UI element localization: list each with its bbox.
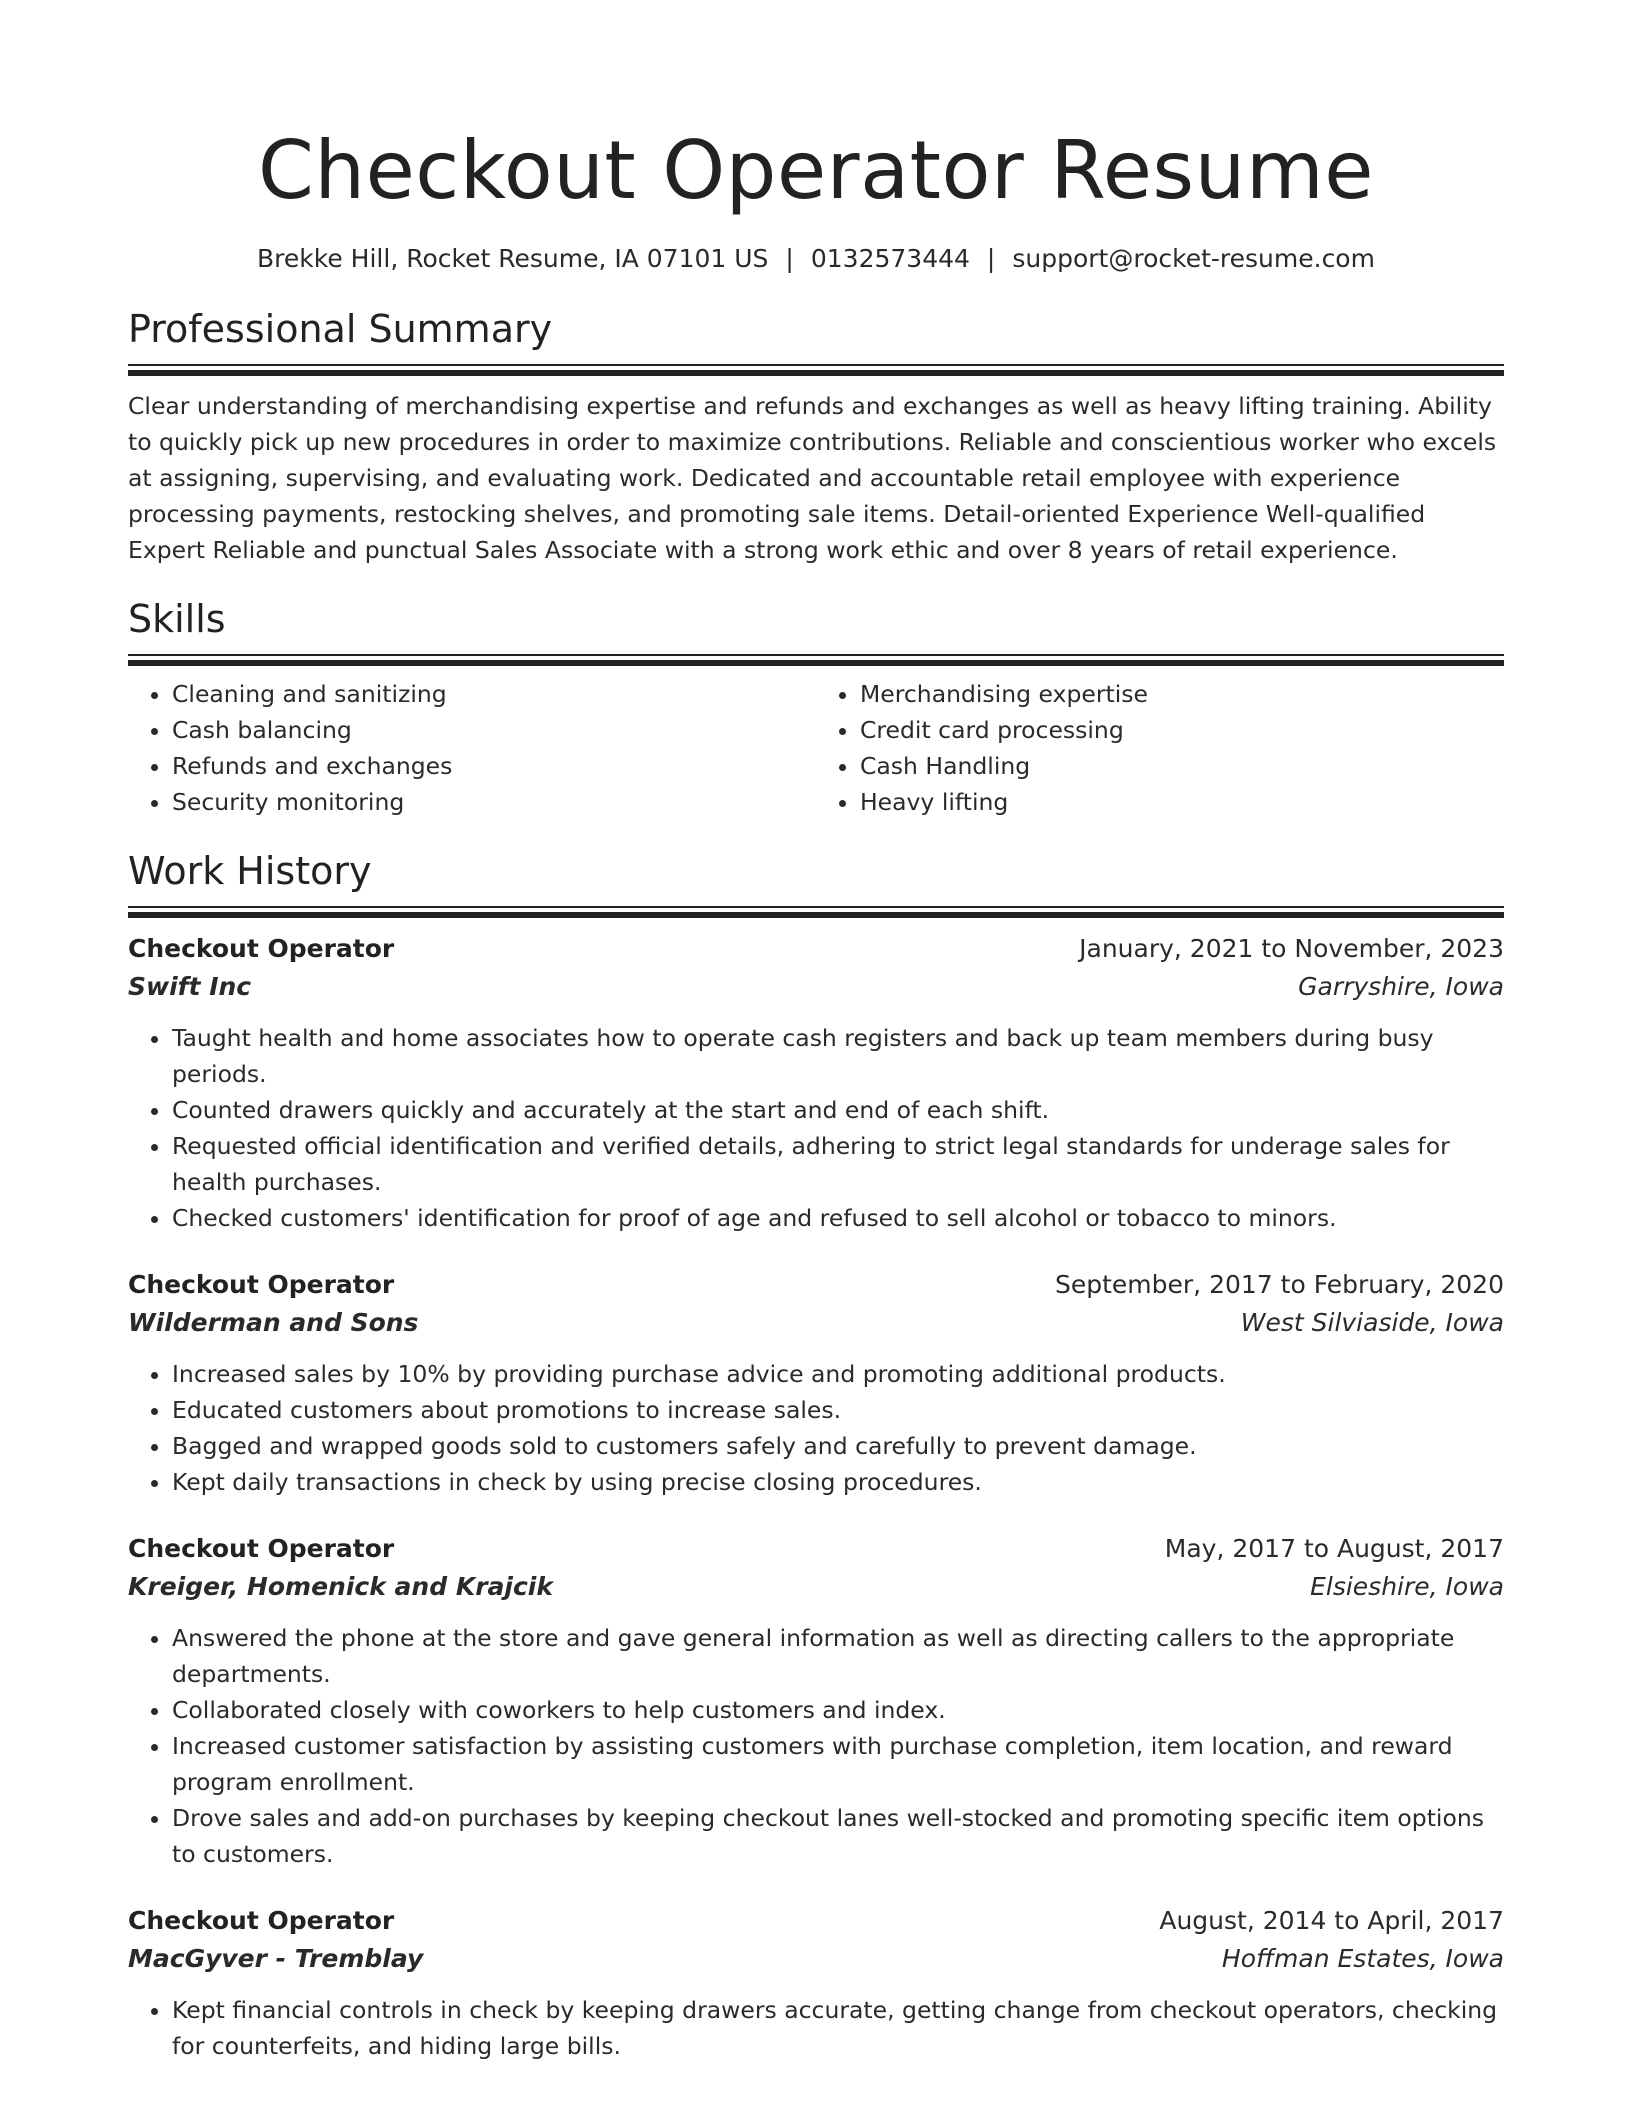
- skills-section: [128, 596, 1504, 820]
- job-header: [128, 1266, 1504, 1304]
- job-bullet: • Drove sales and add-on purchases by keeping checkout lanes well-stocked and promoting specific item options to customers.: [172, 1800, 1504, 1872]
- summary-section: [128, 306, 1504, 568]
- job-bullet: • Increased customer satisfaction by assisting customers with purchase completion, item location, and reward program enrollment.: [172, 1728, 1504, 1800]
- job-bullet: • Taught health and home associates how to operate cash registers and back up team members during busy periods.: [172, 1020, 1504, 1092]
- skill-item: • Cleaning and sanitizing: [172, 676, 816, 712]
- job-bullet: • Requested official identification and verified details, adhering to strict legal standards for underage sales for health purchases.: [172, 1128, 1504, 1200]
- job-entry: [128, 1266, 1504, 1500]
- job-bullets: [128, 1020, 1504, 1236]
- skills-list-left: [128, 676, 816, 820]
- work-history-section: [128, 848, 1504, 2064]
- job-entry: [128, 1902, 1504, 2064]
- skill-item: • Credit card processing: [860, 712, 1504, 748]
- job-location: Elsieshire, Iowa: [1310, 1572, 1504, 1601]
- contact-phone: 0132573444: [810, 244, 970, 273]
- job-company: Kreiger, Homenick and Krajcik: [128, 1572, 553, 1601]
- skill-item: • Refunds and exchanges: [172, 748, 816, 784]
- job-entry: [128, 1530, 1504, 1872]
- section-heading-skills: Skills: [128, 597, 226, 641]
- skill-item: • Merchandising expertise: [860, 676, 1504, 712]
- section-divider: [128, 654, 1504, 662]
- job-title: Checkout Operator: [128, 1270, 395, 1299]
- job-bullet: • Collaborated closely with coworkers to help customers and index.: [172, 1692, 1504, 1728]
- job-bullet: • Kept daily transactions in check by using precise closing procedures.: [172, 1464, 1504, 1500]
- resume-page: [128, 0, 1504, 2064]
- job-entry: [128, 930, 1504, 1236]
- section-heading-summary: Professional Summary: [128, 307, 553, 351]
- job-bullet: • Kept financial controls in check by keeping drawers accurate, getting change from checkout operators, checking for counterfeits, and hiding large bills.: [172, 1992, 1504, 2064]
- job-location: Garryshire, Iowa: [1298, 972, 1504, 1001]
- job-subheader: [128, 1304, 1504, 1342]
- job-bullet: • Bagged and wrapped goods sold to customers safely and carefully to prevent damage.: [172, 1428, 1504, 1464]
- contact-line: [128, 242, 1504, 276]
- contact-separator: |: [986, 244, 996, 273]
- contact-address: Brekke Hill, Rocket Resume, IA 07101 US: [257, 244, 769, 273]
- job-title: Checkout Operator: [128, 934, 395, 963]
- job-location: Hoffman Estates, Iowa: [1221, 1944, 1504, 1973]
- job-dates: September, 2017 to February, 2020: [1055, 1270, 1504, 1299]
- skill-item: • Cash balancing: [172, 712, 816, 748]
- section-divider: [128, 906, 1504, 914]
- job-bullet: • Checked customers' identification for proof of age and refused to sell alcohol or tobacco to minors.: [172, 1200, 1504, 1236]
- skill-item: • Security monitoring: [172, 784, 816, 820]
- job-bullet: • Educated customers about promotions to increase sales.: [172, 1392, 1504, 1428]
- section-divider: [128, 364, 1504, 372]
- job-header: [128, 1902, 1504, 1940]
- job-bullets: [128, 1620, 1504, 1872]
- contact-email: support@rocket-resume.com: [1012, 244, 1375, 273]
- skill-item: • Cash Handling: [860, 748, 1504, 784]
- job-bullets: [128, 1992, 1504, 2064]
- job-header: [128, 1530, 1504, 1568]
- job-bullet: • Counted drawers quickly and accurately at the start and end of each shift.: [172, 1092, 1504, 1128]
- job-location: West Silviaside, Iowa: [1240, 1308, 1504, 1337]
- job-company: Swift Inc: [128, 972, 252, 1001]
- job-title: Checkout Operator: [128, 1534, 395, 1563]
- job-subheader: [128, 1568, 1504, 1606]
- job-subheader: [128, 968, 1504, 1006]
- job-dates: January, 2021 to November, 2023: [1079, 934, 1504, 963]
- job-dates: May, 2017 to August, 2017: [1164, 1534, 1504, 1563]
- job-header: [128, 930, 1504, 968]
- job-bullet: • Increased sales by 10% by providing purchase advice and promoting additional products.: [172, 1356, 1504, 1392]
- resume-title: Checkout Operator Resume: [258, 124, 1374, 217]
- job-dates: August, 2014 to April, 2017: [1159, 1906, 1504, 1935]
- skills-columns: [128, 676, 1504, 820]
- job-title: Checkout Operator: [128, 1906, 395, 1935]
- job-company: MacGyver - Tremblay: [128, 1944, 424, 1973]
- job-company: Wilderman and Sons: [128, 1308, 419, 1337]
- job-bullets: [128, 1356, 1504, 1500]
- job-bullet: • Answered the phone at the store and gave general information as well as directing callers to the appropriate departments.: [172, 1620, 1504, 1692]
- contact-separator: |: [785, 244, 794, 273]
- skills-list-right: [816, 676, 1504, 820]
- job-subheader: [128, 1940, 1504, 1978]
- section-heading-work-history: Work History: [128, 849, 372, 893]
- skill-item: • Heavy lifting: [860, 784, 1504, 820]
- summary-text: Clear understanding of merchandising expertise and refunds and exchanges as well as heavy lifting training. Ability to quickly pick up new procedures in order to maximize contributions. Reliable and conscientious worker who excels at assigning, supervising, and evaluating work. Dedicated and accountable retail employee with experience processing payments, restocking shelves, and promoting sale items. Detail-oriented Experience Well-qualified Expert Reliable and punctual Sales Associate with a strong work ethic and over 8 years of retail experience.: [128, 392, 1497, 564]
